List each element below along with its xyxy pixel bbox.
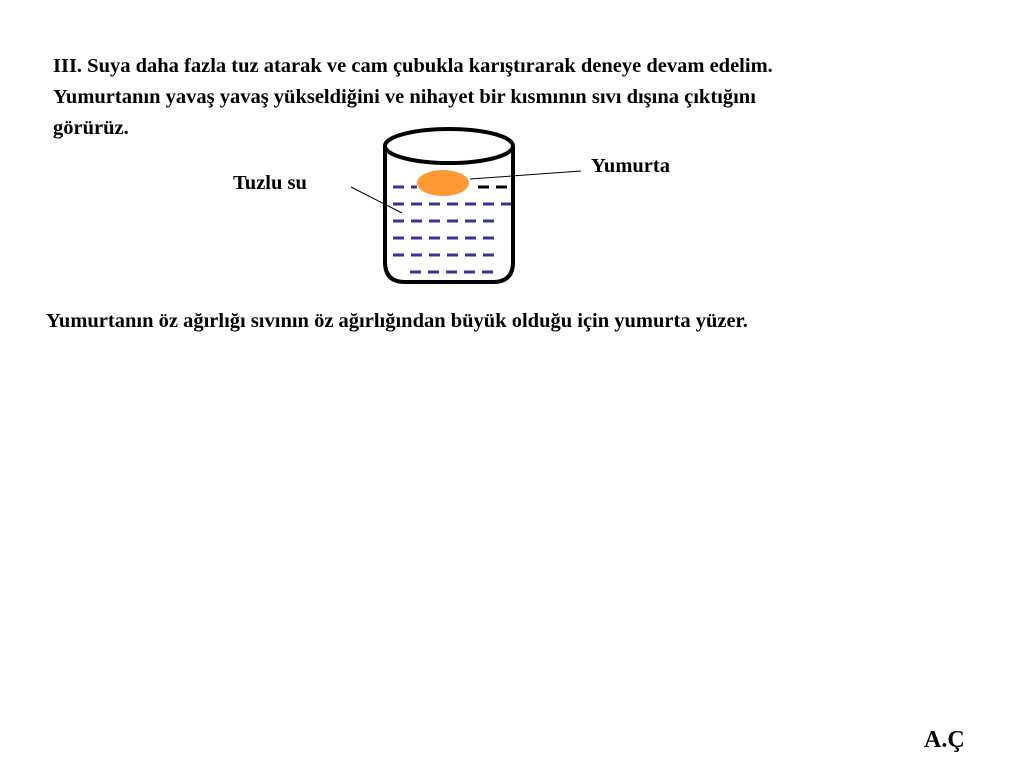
conclusion-text: Yumurtanın öz ağırlığı sıvının öz ağırlığından büyük olduğu için yumurta yüzer. [46, 310, 748, 332]
intro-line-3: görürüz. [53, 117, 129, 139]
glass-rim [385, 129, 513, 163]
intro-line-1: III. Suya daha fazla tuz atarak ve cam çubukla karıştırarak deneye devam edelim. [53, 55, 773, 77]
intro-line-2: Yumurtanın yavaş yavaş yükseldiğini ve nihayet bir kısmının sıvı dışına çıktığını [53, 86, 756, 108]
egg-label: Yumurta [591, 155, 670, 177]
author-initials: A.Ç [924, 727, 965, 753]
glass-body [385, 146, 513, 282]
egg [417, 170, 469, 196]
salt-water-label: Tuzlu su [233, 172, 307, 194]
egg-pointer [470, 171, 581, 179]
salt-water-pointer [351, 187, 402, 213]
salt-water-lines [393, 187, 512, 272]
